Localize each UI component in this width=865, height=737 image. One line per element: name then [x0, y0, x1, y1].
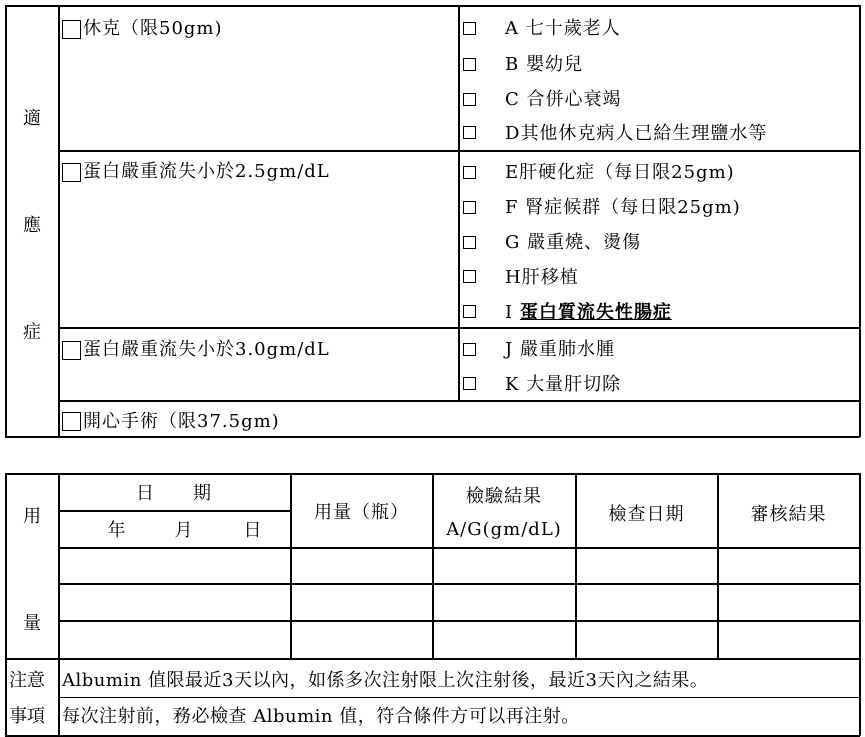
item-checkbox-i[interactable] — [463, 305, 476, 318]
item-label-c: C 合併心衰竭 — [505, 89, 622, 110]
item-checkbox-d[interactable] — [463, 126, 476, 139]
note-line-1: Albumin 值限最近3天以內，如係多次注射限上次注射後，最近3天內之結果。 — [62, 670, 709, 691]
item-label-f: F 腎症候群（每日限25gm) — [505, 197, 741, 218]
item-checkbox-b[interactable] — [463, 58, 476, 71]
category-checkbox-shock[interactable] — [62, 20, 81, 39]
item-checkbox-c[interactable] — [463, 93, 476, 106]
cell-date-row1[interactable] — [60, 549, 289, 582]
usage-side-label-char: 用 — [23, 506, 41, 527]
cell-test-row1[interactable] — [434, 549, 574, 582]
category-checkbox-cardiac-surgery[interactable] — [62, 412, 81, 431]
notes-label-line2: 事項 — [9, 706, 45, 727]
item-label-d: D其他休克病人已給生理鹽水等 — [505, 123, 768, 144]
item-checkbox-k[interactable] — [463, 377, 476, 390]
header-date: 日 期 — [136, 483, 212, 504]
header-month: 月 — [174, 520, 194, 541]
item-checkbox-j[interactable] — [463, 343, 476, 356]
cell-test-row3[interactable] — [434, 622, 574, 657]
category-label-protein-25: 蛋白嚴重流失小於2.5gm/dL — [83, 161, 330, 182]
item-label-k: K 大量肝切除 — [505, 374, 622, 395]
cell-dosage-row1[interactable] — [292, 549, 431, 582]
item-checkbox-e[interactable] — [463, 166, 476, 179]
cell-review-row2[interactable] — [719, 585, 858, 619]
item-label-a: A 七十歲老人 — [505, 18, 621, 39]
cell-dosage-row3[interactable] — [292, 622, 431, 657]
cell-review-row1[interactable] — [719, 549, 858, 582]
side-label-char: 症 — [23, 322, 41, 343]
item-label-e: E肝硬化症（每日限25gm) — [505, 162, 735, 183]
side-label-char: 應 — [23, 215, 41, 236]
cell-checkdate-row2[interactable] — [577, 585, 716, 619]
category-label-protein-30: 蛋白嚴重流失小於3.0gm/dL — [83, 339, 330, 360]
category-label-shock: 休克（限50gm) — [83, 18, 223, 39]
side-label-char: 適 — [23, 108, 41, 129]
cell-dosage-row2[interactable] — [292, 585, 431, 619]
header-dosage: 用量（瓶） — [314, 502, 409, 523]
category-checkbox-protein-25[interactable] — [62, 163, 81, 182]
cell-review-row3[interactable] — [719, 622, 858, 657]
header-day: 日 — [243, 520, 263, 541]
item-checkbox-h[interactable] — [463, 270, 476, 283]
item-label-j: J 嚴重肺水腫 — [505, 339, 615, 360]
header-check-date: 檢查日期 — [608, 504, 685, 525]
cell-test-row2[interactable] — [434, 585, 574, 619]
category-label-cardiac-surgery: 開心手術（限37.5gm) — [83, 411, 280, 432]
item-checkbox-a[interactable] — [463, 22, 476, 35]
item-label-b: B 嬰幼兒 — [505, 54, 583, 75]
item-label-g: G 嚴重燒、燙傷 — [505, 232, 642, 253]
item-checkbox-f[interactable] — [463, 201, 476, 214]
note-line-2: 每次注射前，務必檢查 Albumin 值，符合條件方可以再注射。 — [62, 706, 580, 727]
cell-date-row3[interactable] — [60, 622, 289, 657]
cell-checkdate-row3[interactable] — [577, 622, 716, 657]
header-test-result-unit: A/G(gm/dL) — [446, 519, 562, 540]
item-label-h: H肝移植 — [505, 267, 579, 288]
category-checkbox-protein-30[interactable] — [62, 341, 81, 360]
header-review-result: 審核結果 — [750, 504, 827, 525]
header-test-result: 檢驗結果 — [466, 486, 542, 507]
cell-date-row2[interactable] — [60, 585, 289, 619]
item-checkbox-g[interactable] — [463, 236, 476, 249]
notes-label-line1: 注意 — [9, 670, 45, 691]
usage-side-label-char: 量 — [23, 613, 41, 634]
cell-checkdate-row1[interactable] — [577, 549, 716, 582]
item-label-i: I 蛋白質流失性腸症 — [505, 302, 672, 323]
header-year: 年 — [107, 520, 127, 541]
